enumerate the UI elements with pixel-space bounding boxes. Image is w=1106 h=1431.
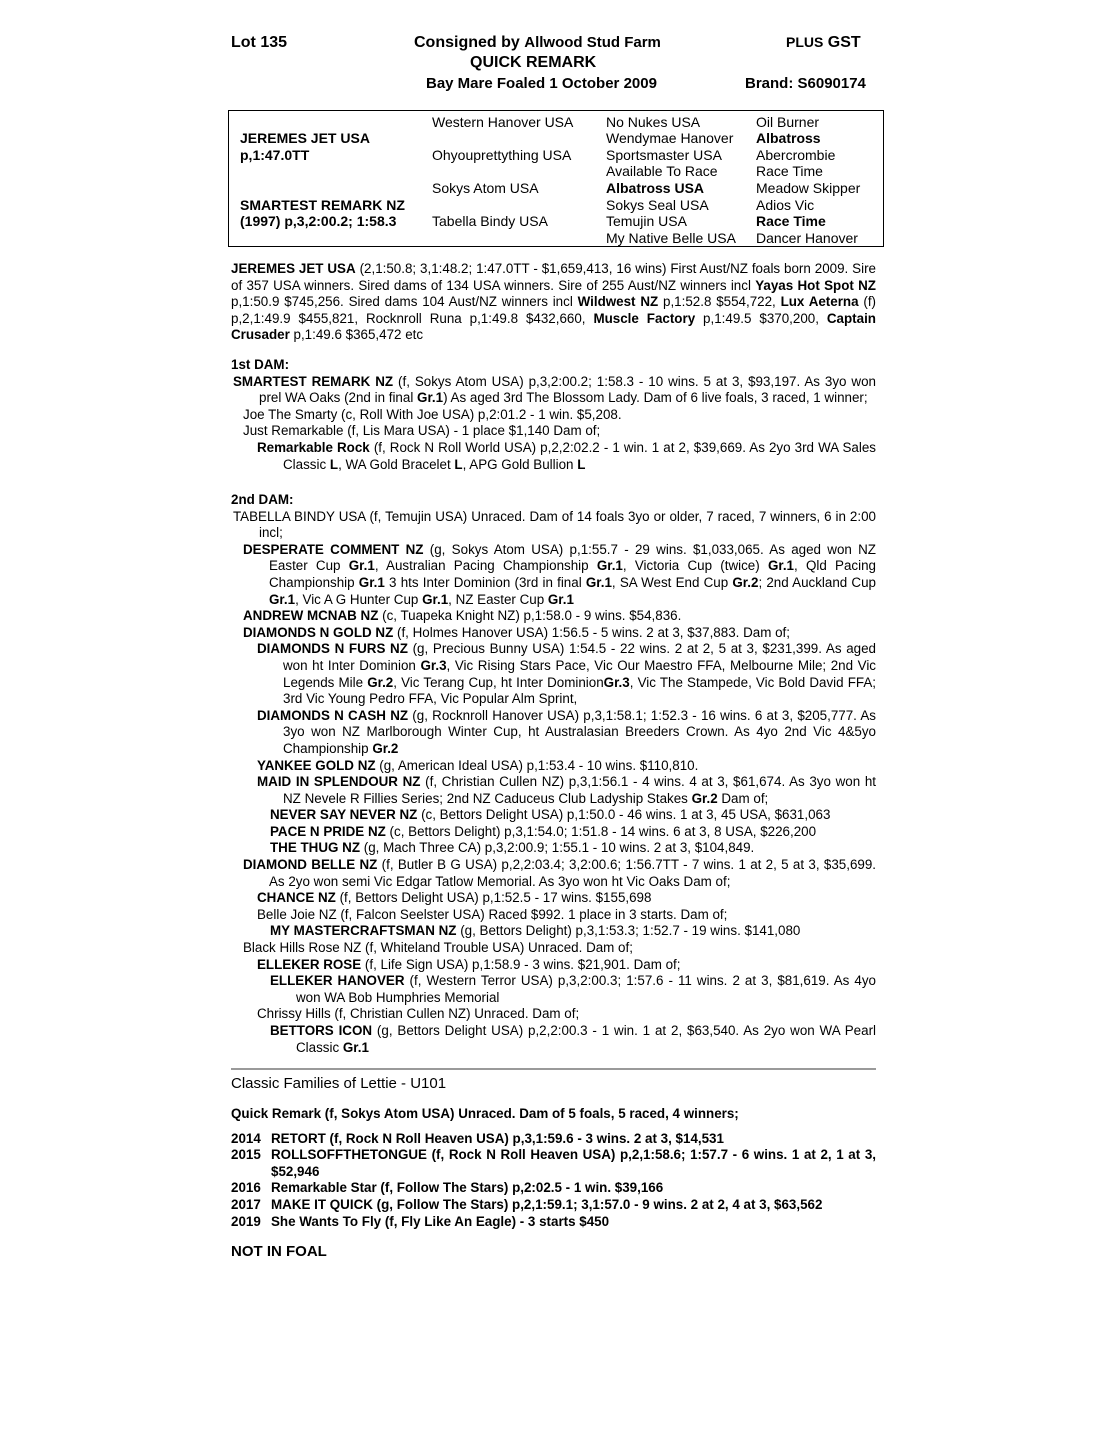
progeny-entry: Just Remarkable (f, Lis Mara USA) - 1 place $1,140 Dam of;: [243, 423, 601, 439]
progeny-entry: DIAMONDS N GOLD NZ (f, Holmes Hanover USA) 1:56.5 - 5 wins. 2 at 3, $37,883. Dam of;: [243, 624, 790, 640]
foal-record: MAKE IT QUICK (g, Follow The Stars) p,2,1:59.1; 3,1:57.0 - 9 wins. 2 at 2, 4 at 3, $63,562: [271, 1196, 823, 1212]
foal-row: [231, 1147, 876, 1180]
foal-record: ROLLSOFFTHETONGUE (f, Rock N Roll Heaven USA) p,2,1:58.6; 1:57.7 - 6 wins. 1 at 2, 1 at 3, $52,946: [271, 1147, 876, 1179]
pedigree-gen3: No Nukes USA: [606, 114, 701, 130]
horse-description: Bay Mare Foaled 1 October 2009: [426, 75, 657, 92]
foal-record: Remarkable Star (f, Follow The Stars) p,2:02.5 - 1 win. $39,166: [271, 1180, 664, 1196]
progeny-entry: DIAMOND BELLE NZ (f, Butler B G USA) p,2,2:03.4; 3,2:00.6; 1:56.7TT - 7 wins. 1 at 2, 5 at 3, $35,699. As 2yo won semi Vic Edgar Tatlow Memorial. As 3yo won ht Vic Oaks Dam of;: [243, 857, 876, 889]
progeny-entry: NEVER SAY NEVER NZ (c, Bettors Delight USA) p,1:50.0 - 46 wins. 1 at 3, 45 USA, $631,063: [270, 807, 831, 823]
foal-list: [231, 1131, 876, 1231]
pedigree-gen4: Oil Burner: [756, 114, 820, 130]
pedigree-table: [228, 110, 884, 247]
progeny-entry: ELLEKER ROSE (f, Life Sign USA) p,1:58.9 - 3 wins. $21,901. Dam of;: [257, 956, 681, 972]
pedigree-gen2: Sokys Atom USA: [432, 180, 539, 196]
pedigree-dam-record: (1997) p,3,2:00.2; 1:58.3: [240, 213, 397, 229]
foal-row: [231, 1180, 876, 1197]
plus-prefix: PLUS: [786, 34, 824, 50]
foal-row: [231, 1197, 876, 1214]
pedigree-gen4: Abercrombie: [756, 147, 836, 163]
pedigree-gen2: Western Hanover USA: [432, 114, 574, 130]
progeny-entry: CHANCE NZ (f, Bettors Delight USA) p,1:52.5 - 17 wins. $155,698: [257, 890, 652, 906]
second-dam-heading: 2nd DAM:: [231, 492, 294, 507]
pedigree-gen3: Temujin USA: [606, 213, 687, 229]
progeny-entry: DIAMONDS N CASH NZ (g, Rocknroll Hanover USA) p,3,1:58.1; 1:52.3 - 16 wins. 6 at 3, $205,777. As 3yo won NZ Marlborough Winter Cup, ht Australasian Breeders Crown. As 4yo 2nd Vic 4&5yo Championship Gr.2: [257, 707, 877, 756]
pedigree-gen3: Sportsmaster USA: [606, 147, 722, 163]
pedigree-gen3: My Native Belle USA: [606, 230, 736, 246]
consigned-prefix: Consigned by: [414, 34, 520, 51]
foal-year: 2019: [231, 1213, 261, 1229]
progeny-entry: ELLEKER HANOVER (f, Western Terror USA) p,3,2:00.3; 1:57.6 - 11 wins. 2 at 3, $81,619. As 4yo won WA Bob Humphries Memorial: [270, 973, 876, 1005]
family-summary: Quick Remark (f, Sokys Atom USA) Unraced. Dam of 5 foals, 5 raced, 4 winners;: [231, 1106, 739, 1121]
pedigree-gen3: Available To Race: [606, 163, 718, 179]
sire-paragraph: JEREMES JET USA (2,1:50.8; 3,1:48.2; 1:47.0TT - $1,659,413, 16 wins) First Aust/NZ foals born 2009. Sire of 357 USA winners. Sired dams of 134 USA winners. Sire of 255 Aust/NZ winners incl Yayas Hot Spot NZ p,1:50.9 $745,256. Sired dams 104 Aust/NZ winners incl Wildwest NZ p,1:52.8 $554,722, Lux Aeterna (f) p,2,1:49.9 $455,821, Rocknroll Runa p,1:49.8 $432,660, Muscle Factory p,1:49.5 $370,200, Captain Crusader p,1:49.6 $365,472 etc: [231, 261, 877, 343]
plus-tax: GST: [827, 34, 861, 51]
pedigree-gen4: Dancer Hanover: [756, 230, 858, 246]
lot-number: Lot 135: [231, 34, 288, 51]
pedigree-gen2: Ohyouprettything USA: [432, 147, 572, 163]
first-dam-entry: SMARTEST REMARK NZ (f, Sokys Atom USA) p,3,2:00.2; 1:58.3 - 10 wins. 5 at 3, $93,197. As 3yo won prel WA Oaks (2nd in final Gr.1) As aged 3rd The Blossom Lady. Dam of 6 live foals, 3 raced, 1 winner;: [233, 373, 876, 406]
pedigree-gen3: Sokys Seal USA: [606, 197, 709, 213]
foal-year: 2014: [231, 1130, 261, 1146]
second-dam-entry: TABELLA BINDY USA (f, Temujin USA) Unraced. Dam of 14 foals 3yo or older, 7 raced, 7 winners, 6 in 2:00 incl;: [233, 508, 876, 541]
progeny-entry: Black Hills Rose NZ (f, Whiteland Trouble USA) Unraced. Dam of;: [243, 940, 633, 956]
foal-row: [231, 1214, 876, 1231]
foal-record: RETORT (f, Rock N Roll Heaven USA) p,3,1:59.6 - 3 wins. 2 at 3, $14,531: [271, 1130, 724, 1146]
progeny-entry: MY MASTERCRAFTSMAN NZ (g, Bettors Delight) p,3,1:53.3; 1:52.7 - 19 wins. $141,080: [270, 923, 801, 939]
family-section: [231, 1106, 876, 1230]
first-dam-heading: 1st DAM:: [231, 357, 290, 372]
pedigree-gen3: Albatross USA: [606, 180, 705, 196]
pedigree-gen4: Albatross: [756, 130, 821, 146]
progeny-entry: PACE N PRIDE NZ (c, Bettors Delight) p,3,1:54.0; 1:51.8 - 14 wins. 6 at 3, 8 USA, $226,200: [270, 823, 817, 839]
first-dam-section: [231, 357, 876, 473]
progeny-entry: MAID IN SPLENDOUR NZ (f, Christian Cullen NZ) p,3,1:56.1 - 4 wins. 4 at 3, $61,674. As 3yo won ht NZ Nevele R Fillies Series; 2nd NZ Caduceus Club Ladyship Stakes Gr.2 Dam of;: [257, 774, 876, 806]
progeny-entry: Remarkable Rock (f, Rock N Roll World USA) p,2,2:02.2 - 1 win. 1 at 2, $39,669. As 2yo 3rd WA Sales Classic L, WA Gold Bracelet L, APG Gold Bullion L: [257, 439, 876, 472]
sire-summary: [231, 261, 876, 344]
foal-row: [231, 1131, 876, 1148]
progeny-entry: DIAMONDS N FURS NZ (g, Precious Bunny USA) 1:54.5 - 22 wins. 2 at 2, 5 at 3, $231,399. As aged won ht Inter Dominion Gr.3, Vic Rising Stars Pace, Vic Our Maestro FFA, Melbourne Mile; 2nd Vic Legends Mile Gr.2, Vic Terang Cup, ht Inter DominionGr.3, Vic The Stampede, Vic Bold David FFA; 3rd Vic Young Pedro FFA, Vic Popular Alm Sprint,: [257, 641, 876, 707]
pedigree-gen3: Wendymae Hanover: [606, 130, 734, 146]
section-divider: [231, 1068, 876, 1070]
pedigree-gen4: Adios Vic: [756, 197, 815, 213]
progeny-entry: Chrissy Hills (f, Christian Cullen NZ) Unraced. Dam of;: [257, 1006, 580, 1022]
pedigree-gen4: Race Time: [756, 163, 823, 179]
progeny-entry: Joe The Smarty (c, Roll With Joe USA) p,2:01.2 - 1 win. $5,208.: [243, 406, 622, 422]
progeny-entry: DESPERATE COMMENT NZ (g, Sokys Atom USA) p,1:55.7 - 29 wins. $1,033,065. As aged won NZ Easter Cup Gr.1, Australian Pacing Championship Gr.1, Victoria Cup (twice) Gr.1, Qld Pacing Championship Gr.1 3 hts Inter Dominion (3rd in final Gr.1, SA West End Cup Gr.2; 2nd Auckland Cup Gr.1, Vic A G Hunter Cup Gr.1, NZ Easter Cup Gr.1: [243, 541, 876, 607]
pedigree-dam: SMARTEST REMARK NZ: [240, 197, 405, 213]
progeny-entry: Belle Joie NZ (f, Falcon Seelster USA) Raced $992. 1 place in 3 starts. Dam of;: [257, 906, 728, 922]
foal-record: She Wants To Fly (f, Fly Like An Eagle) - 3 starts $450: [271, 1213, 610, 1229]
plus-gst: [786, 34, 861, 52]
sire-name: JEREMES JET USA: [231, 261, 356, 276]
brand: Brand: S6090174: [745, 75, 866, 92]
foal-status: NOT IN FOAL: [231, 1243, 327, 1260]
foal-year: 2015: [231, 1147, 261, 1163]
family-heading: Classic Families of Lettie - U101: [231, 1075, 447, 1092]
pedigree-sire: JEREMES JET USA: [240, 130, 370, 146]
consignor-name: Allwood Stud Farm: [524, 34, 661, 51]
pedigree-gen2: Tabella Bindy USA: [432, 213, 548, 229]
foal-year: 2016: [231, 1180, 261, 1196]
progeny-entry: ANDREW MCNAB NZ (c, Tuapeka Knight NZ) p,1:58.0 - 9 wins. $54,836.: [243, 608, 682, 624]
consigned-by: [414, 34, 661, 52]
pedigree-sire-record: p,1:47.0TT: [240, 147, 310, 163]
progeny-entry: THE THUG NZ (g, Mach Three CA) p,3,2:00.9; 1:55.1 - 10 wins. 2 at 3, $104,849.: [270, 840, 755, 856]
progeny-entry: YANKEE GOLD NZ (g, American Ideal USA) p,1:53.4 - 10 wins. $110,810.: [257, 757, 699, 773]
second-dam-section: [231, 492, 876, 1056]
pedigree-gen4: Meadow Skipper: [756, 180, 861, 196]
pedigree-gen4: Race Time: [756, 213, 826, 229]
foal-year: 2017: [231, 1196, 261, 1212]
horse-name: QUICK REMARK: [470, 54, 597, 71]
progeny-entry: BETTORS ICON (g, Bettors Delight USA) p,2,2:00.3 - 1 win. 1 at 2, $63,540. As 2yo won WA Pearl Classic Gr.1: [270, 1023, 876, 1055]
